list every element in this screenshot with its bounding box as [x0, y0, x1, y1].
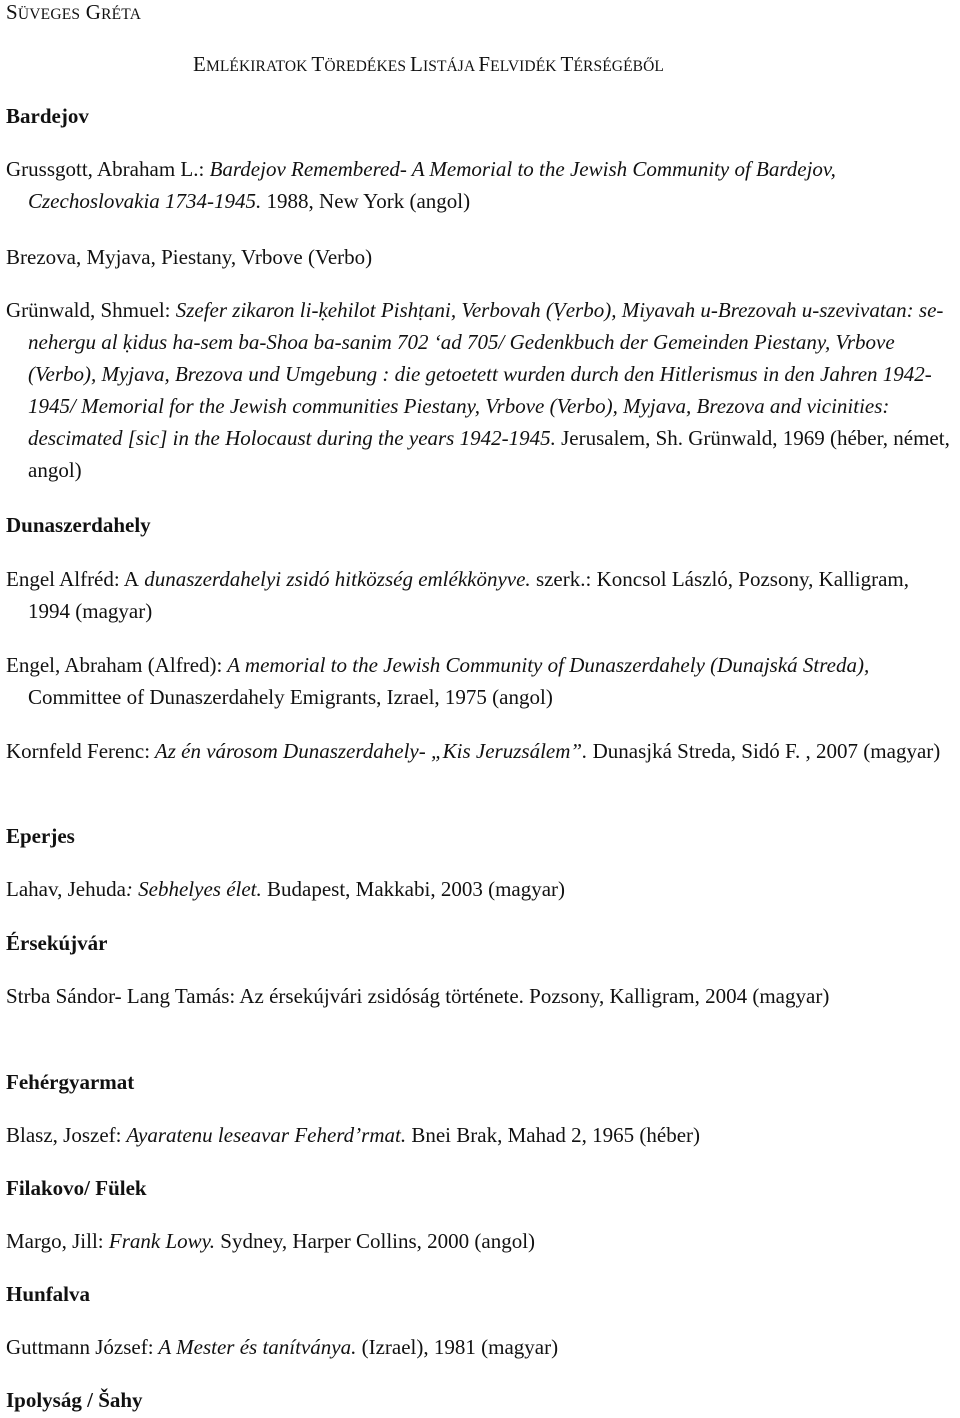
bibliography-entry: Guttmann József: A Mester és tanítványa. (Izrael), 1981 (magyar): [6, 1335, 559, 1359]
bibliography-entry: Margo, Jill: Frank Lowy. Sydney, Harper Collins, 2000 (angol): [6, 1229, 536, 1253]
bibliography-entry: Engel Alfréd: A dunaszerdahelyi zsidó hitközség emlékkönyve. szerk.: Koncsol László, Pozsony, Kalligram, 1994 (magyar): [6, 567, 909, 623]
bibliography-entry: Engel, Abraham (Alfred): A memorial to the Jewish Community of Dunaszerdahely (Dunajská Streda), Committee of Dunaszerdahely Emigrants, Izrael, 1975 (angol): [6, 653, 870, 709]
author-name: SÜVEGES GRÉTA: [6, 0, 142, 24]
section-heading-ersekujvar: Érsekújvár: [6, 931, 108, 955]
bibliography-entry: Strba Sándor- Lang Tamás: Az érsekújvári zsidóság története. Pozsony, Kalligram, 2004 (magyar): [6, 984, 830, 1008]
section-heading-hunfalva: Hunfalva: [6, 1282, 91, 1306]
section-heading-bardejov: Bardejov: [6, 104, 89, 128]
section-heading-brezova: Brezova, Myjava, Piestany, Vrbove (Verbo): [6, 245, 373, 269]
bibliography-entry: Lahav, Jehuda: Sebhelyes élet. Budapest, Makkabi, 2003 (magyar): [6, 877, 566, 901]
section-heading-ipolysag: Ipolyság / Šahy: [6, 1388, 143, 1412]
document-title: EMLÉKIRATOK TÖREDÉKES LISTÁJA FELVIDÉK TÉRSÉGÉBŐL: [193, 52, 664, 76]
bibliography-entry: Grünwald, Shmuel: Szefer zikaron li-ḳehilot Pishṭani, Verbovah (Ṿerbo), Miyavah u-Brezovah u-szevivatan: se-nehergu al ḳidus ha-sem ba-Shoa ba-sanim 702 ‘ad 705/ Gedenkbuch der Gemeinden Piestany, Vrbove (Verbo), Myjava, Brezova und Umgebung : die getoetett wurden durch den Hitlerismus in den Jahren 1942-1945/ Memorial for the Jewish communities Piestany, Vrbove (Verbo), Myjava, Brezova and vicinities: descimated [sic] in the Holocaust during the years 1942-1945. Jerusalem, Sh. Grünwald, 1969 (héber, német, angol): [6, 298, 950, 482]
section-heading-filakovo: Filakovo/ Fülek: [6, 1176, 147, 1200]
section-heading-eperjes: Eperjes: [6, 824, 75, 848]
section-heading-dunaszerdahely: Dunaszerdahely: [6, 513, 151, 537]
bibliography-entry: Blasz, Joszef: Ayaratenu leseavar Feherd’rmat. Bnei Brak, Mahad 2, 1965 (héber): [6, 1123, 701, 1147]
section-heading-fehergyarmat: Fehérgyarmat: [6, 1070, 135, 1094]
bibliography-entry: Kornfeld Ferenc: Az én városom Dunaszerdahely- „Kis Jeruzsálem”. Dunasjká Streda, Sidó F. , 2007 (magyar): [6, 739, 941, 763]
bibliography-entry: Grussgott, Abraham L.: Bardejov Remembered- A Memorial to the Jewish Community of Bardejov, Czechoslovakia 1734-1945. 1988, New York (angol): [6, 157, 836, 213]
